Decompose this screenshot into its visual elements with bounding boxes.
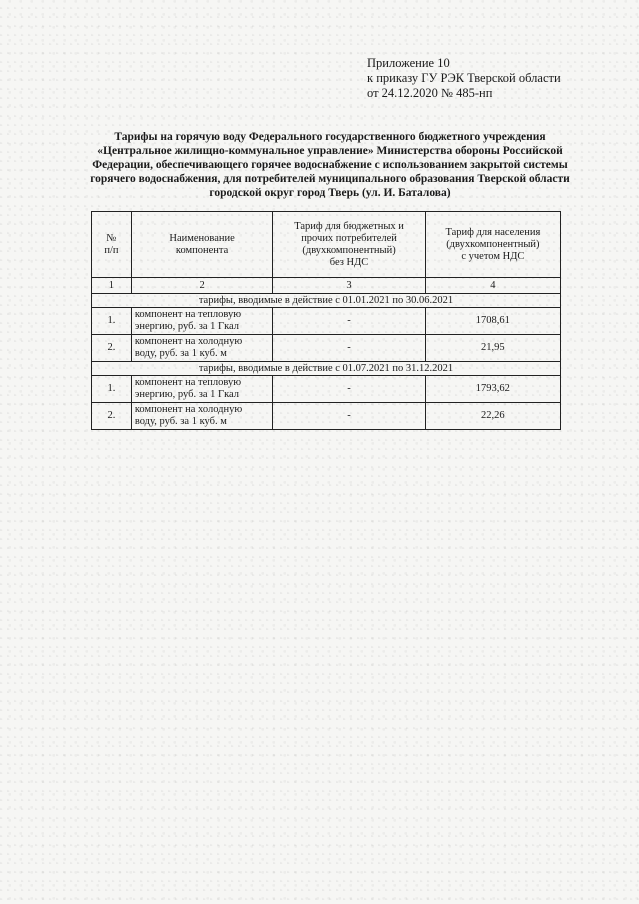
header-text: п/п bbox=[104, 244, 119, 256]
component-name bbox=[131, 376, 273, 403]
appendix-line: от 24.12.2020 № 485-нп bbox=[367, 86, 493, 100]
component-name-line: воду, руб. за 1 куб. м bbox=[134, 416, 227, 427]
component-name-line: компонент на тепловую bbox=[134, 377, 242, 388]
title-line: горячего водоснабжения, для потребителей муниципального образования Тверской области bbox=[90, 173, 570, 185]
component-name bbox=[131, 335, 273, 362]
header-budget-tariff bbox=[273, 212, 425, 278]
header-number bbox=[92, 212, 132, 278]
component-name-line: компонент на тепловую bbox=[134, 309, 242, 320]
appendix-note bbox=[367, 56, 561, 101]
header-population-tariff bbox=[425, 212, 560, 278]
population-tariff-value: 1793,62 bbox=[425, 376, 560, 403]
table-row bbox=[92, 403, 561, 430]
header-text: № bbox=[106, 232, 117, 244]
period-row bbox=[92, 294, 561, 308]
budget-tariff-value: - bbox=[273, 335, 425, 362]
column-number: 1 bbox=[92, 278, 132, 294]
period-label: тарифы, вводимые в действие с 01.01.2021 по 30.06.2021 bbox=[92, 294, 561, 308]
header-text: (двухкомпонентный) bbox=[446, 238, 540, 250]
population-tariff-value: 21,95 bbox=[425, 335, 560, 362]
row-number: 1. bbox=[92, 376, 132, 403]
header-text: (двухкомпонентный) bbox=[302, 244, 396, 256]
budget-tariff-value: - bbox=[273, 376, 425, 403]
title-line: Тарифы на горячую воду Федерального государственного бюджетного учреждения bbox=[114, 131, 546, 143]
table-header-row bbox=[92, 212, 561, 278]
header-text: Наименование bbox=[169, 232, 235, 244]
header-text: компонента bbox=[175, 244, 229, 256]
table-row bbox=[92, 376, 561, 403]
row-number: 2. bbox=[92, 335, 132, 362]
table-row bbox=[92, 335, 561, 362]
column-number: 4 bbox=[425, 278, 560, 294]
budget-tariff-value: - bbox=[273, 403, 425, 430]
tariff-table bbox=[91, 211, 561, 430]
header-text: Тариф для населения bbox=[445, 226, 541, 238]
row-number: 1. bbox=[92, 308, 132, 335]
document-title bbox=[70, 130, 590, 200]
header-text: с учетом НДС bbox=[461, 250, 525, 262]
component-name-line: воду, руб. за 1 куб. м bbox=[134, 348, 227, 359]
header-text: без НДС bbox=[329, 256, 369, 268]
title-line: городской округ город Тверь (ул. И. Баталова) bbox=[209, 187, 451, 199]
title-line: «Центральное жилищно-коммунальное управление» Министерства обороны Российской bbox=[97, 145, 563, 157]
title-line: Федерации, обеспечивающего горячее водоснабжение с использованием закрытой системы bbox=[92, 159, 568, 171]
appendix-line: Приложение 10 bbox=[367, 56, 450, 70]
row-number: 2. bbox=[92, 403, 132, 430]
component-name bbox=[131, 308, 273, 335]
period-row bbox=[92, 362, 561, 376]
component-name-line: компонент на холодную bbox=[134, 336, 243, 347]
header-text: прочих потребителей bbox=[301, 232, 397, 244]
budget-tariff-value: - bbox=[273, 308, 425, 335]
period-label: тарифы, вводимые в действие с 01.07.2021 по 31.12.2021 bbox=[92, 362, 561, 376]
header-component bbox=[131, 212, 273, 278]
header-text: Тариф для бюджетных и bbox=[294, 220, 404, 232]
component-name-line: энергию, руб. за 1 Гкал bbox=[134, 321, 240, 332]
column-number-row bbox=[92, 278, 561, 294]
component-name-line: энергию, руб. за 1 Гкал bbox=[134, 389, 240, 400]
population-tariff-value: 22,26 bbox=[425, 403, 560, 430]
appendix-line: к приказу ГУ РЭК Тверской области bbox=[367, 71, 561, 85]
component-name bbox=[131, 403, 273, 430]
population-tariff-value: 1708,61 bbox=[425, 308, 560, 335]
table-row bbox=[92, 308, 561, 335]
column-number: 2 bbox=[131, 278, 273, 294]
component-name-line: компонент на холодную bbox=[134, 404, 243, 415]
column-number: 3 bbox=[273, 278, 425, 294]
